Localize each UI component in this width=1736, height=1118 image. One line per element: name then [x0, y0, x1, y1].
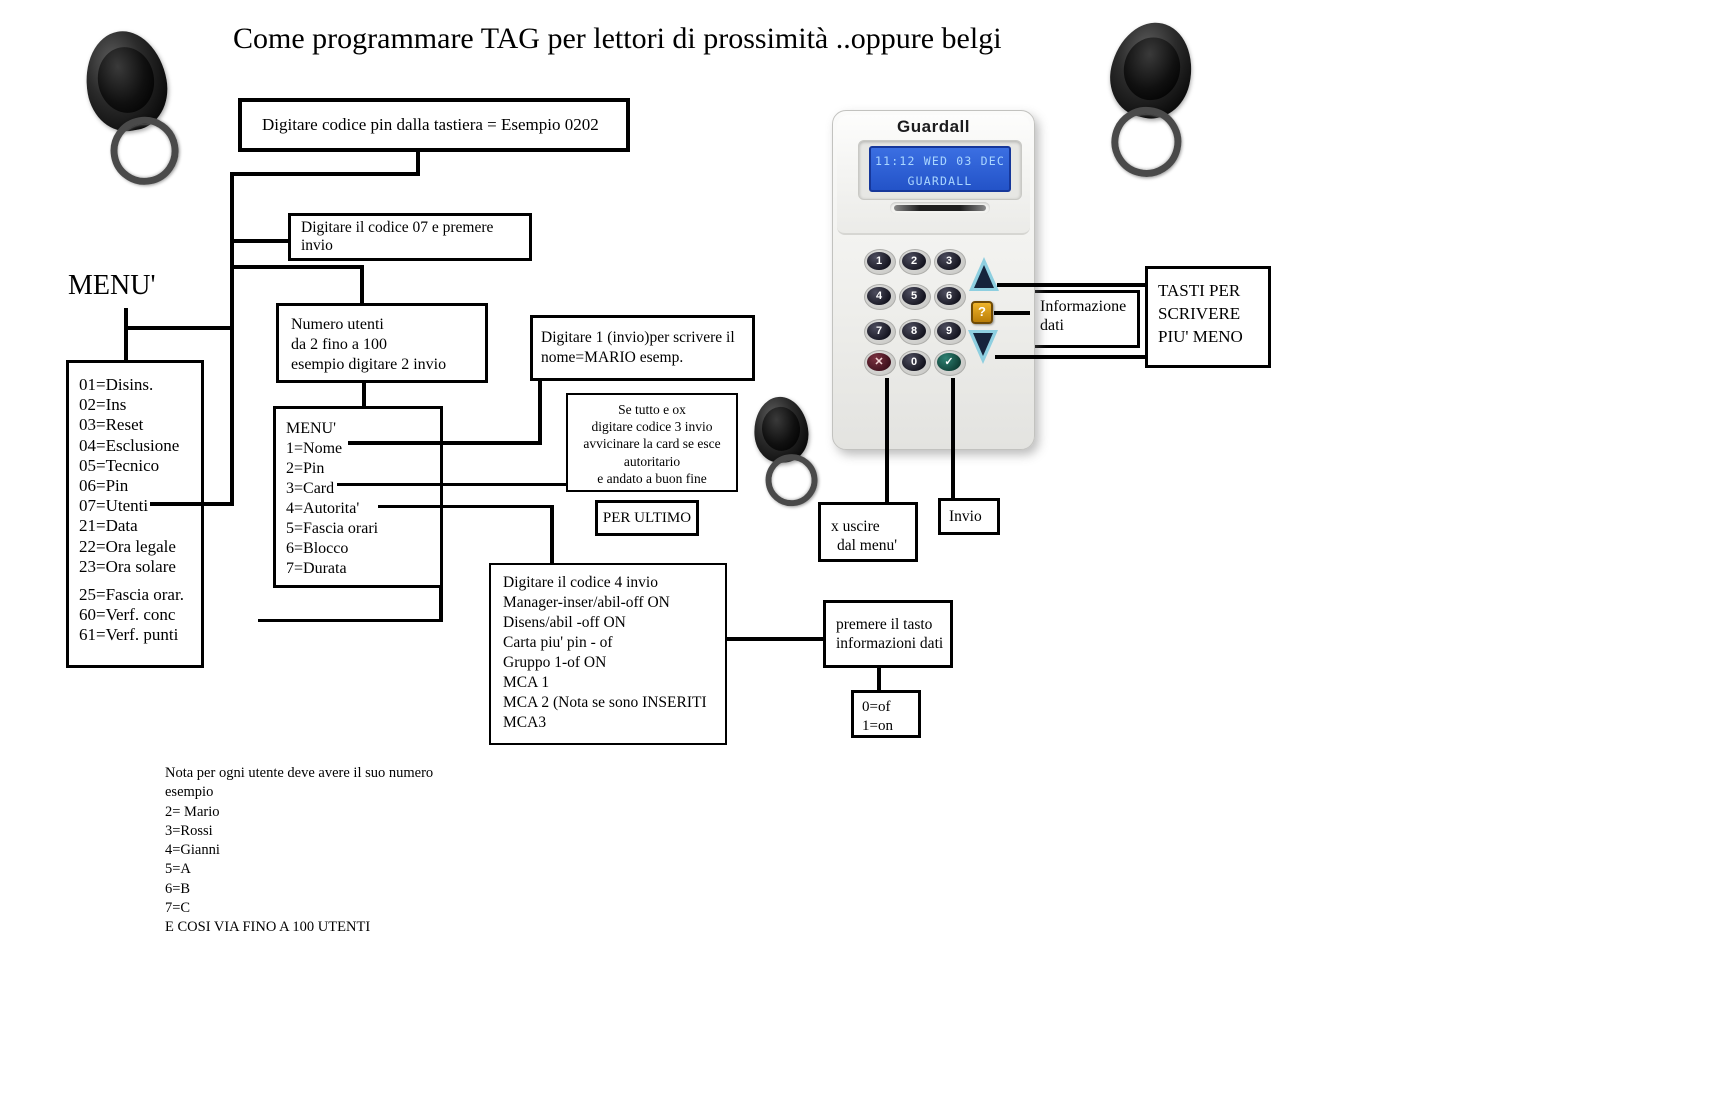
info-data-line: Informazione	[1040, 298, 1127, 315]
lcd-bezel	[858, 140, 1022, 200]
enter-label-text: Invio	[949, 507, 982, 525]
connector-line	[337, 483, 566, 486]
authority-line: MCA 1	[503, 674, 550, 691]
menu-title: MENU'	[68, 270, 156, 301]
connector-line	[951, 378, 955, 498]
user-menu-header: MENU'	[286, 420, 336, 437]
user-count-line: da 2 fino a 100	[291, 336, 387, 353]
connector-line	[150, 502, 234, 506]
card-instruction-line: e andato a buon fine	[597, 470, 707, 486]
code07-instruction-text: Digitare il codice 07 e premere invio	[301, 219, 494, 254]
authority-line: MCA 2 (Nota se sono INSERITI	[503, 694, 707, 711]
connector-line	[877, 668, 881, 690]
menu-item-25: 25=Fascia orar.	[79, 585, 184, 605]
on-off-line: 1=on	[862, 718, 893, 734]
user-menu-box	[273, 406, 443, 588]
main-menu-box	[66, 360, 204, 668]
user-count-line: esempio digitare 2 invio	[291, 356, 447, 373]
key-fob-icon	[1077, 13, 1232, 206]
user-menu-item-nome: 1=Nome	[286, 440, 343, 457]
press-info-line: premere il tasto	[836, 616, 933, 633]
connector-line	[360, 266, 364, 305]
authority-line: MCA3	[503, 714, 547, 731]
user-menu-item-durata: 7=Durata	[286, 560, 347, 577]
connector-line	[995, 355, 1145, 359]
note-line: 7=C	[165, 900, 191, 917]
key-6-button: 6	[934, 284, 966, 310]
user-menu-item-autorita: 4=Autorita'	[286, 500, 360, 517]
key-2-button: 2	[899, 249, 931, 275]
note-line: 3=Rossi	[165, 822, 213, 839]
authority-box	[489, 563, 727, 745]
connector-line	[230, 172, 420, 176]
key-3-button: 3	[934, 249, 966, 275]
user-menu-item-card: 3=Card	[286, 480, 335, 497]
on-off-legend-box	[851, 690, 921, 738]
user-count-box	[276, 303, 488, 383]
info-data-line: dati	[1040, 316, 1064, 334]
name-instruction-line: nome=MARIO esemp.	[541, 349, 684, 366]
enter-label-box	[938, 498, 1000, 535]
plus-minus-line: PIU' MENO	[1158, 327, 1243, 346]
key-1-button: 1	[864, 249, 896, 275]
key-cancel-button: ✕	[864, 350, 896, 376]
key-fob-icon	[747, 393, 836, 510]
connector-line	[997, 283, 1145, 287]
card-instruction-line: autoritario	[623, 453, 681, 469]
guardall-keypad-device	[832, 110, 1035, 450]
plus-minus-line: SCRIVERE	[1158, 304, 1241, 323]
info-question-key: ?	[971, 301, 993, 324]
authority-line: Carta piu' pin - of	[503, 634, 613, 651]
exit-menu-box	[818, 502, 918, 562]
menu-item-61: 61=Verf. punti	[79, 625, 179, 645]
exit-menu-line: dal menu'	[837, 537, 898, 554]
lcd-line2: GUARDALL	[907, 174, 973, 188]
authority-line: Digitare il codice 4 invio	[503, 574, 658, 591]
connector-line	[258, 619, 443, 622]
connector-line	[124, 308, 128, 362]
menu-item-06: 06=Pin	[79, 476, 129, 496]
authority-line: Gruppo 1-of ON	[503, 654, 607, 671]
code07-instruction-box	[288, 213, 532, 261]
plus-minus-line: TASTI PER	[1158, 281, 1241, 300]
page-title: Come programmare TAG per lettori di prossimità ..oppure belgi	[233, 22, 1002, 55]
menu-item-03: 03=Reset	[79, 415, 144, 435]
menu-item-01: 01=Disins.	[79, 375, 154, 394]
key-enter-button: ✓	[934, 350, 966, 376]
press-info-line: informazioni dati	[836, 635, 944, 652]
note-line: E COSI VIA FINO A 100 UTENTI	[165, 919, 371, 936]
authority-line: Disens/abil -off ON	[503, 614, 626, 631]
pin-instruction-box	[238, 98, 630, 152]
press-info-key-box	[823, 600, 953, 668]
menu-item-60: 60=Verf. conc	[79, 605, 176, 625]
users-note	[165, 764, 433, 938]
note-line: esempio	[165, 784, 214, 801]
keyring-icon	[1104, 100, 1188, 184]
connector-line	[727, 637, 823, 641]
connector-line	[124, 326, 234, 330]
note-line: 2= Mario	[165, 803, 220, 820]
brand-logo: Guardall	[897, 117, 970, 136]
connector-line	[885, 378, 889, 502]
menu-item-05: 05=Tecnico	[79, 455, 160, 475]
card-instruction-line: Se tutto e ox	[618, 402, 686, 417]
card-instruction-line: avvicinare la card se esce	[583, 436, 721, 452]
connector-line	[378, 505, 554, 508]
info-data-box	[1030, 290, 1140, 348]
note-line: 5=A	[165, 861, 191, 878]
name-instruction-box	[530, 315, 755, 381]
per-ultimo-box	[595, 500, 699, 536]
connector-line	[538, 381, 542, 443]
user-menu-item-blocco: 6=Blocco	[286, 540, 349, 557]
name-instruction-line: Digitare 1 (invio)per scrivere il	[541, 329, 735, 346]
per-ultimo-text: PER ULTIMO	[602, 509, 692, 526]
card-instruction-line: digitare codice 3 invio	[591, 419, 713, 435]
key-5-button: 5	[899, 284, 931, 310]
connector-line	[232, 239, 288, 243]
connector-line	[348, 441, 542, 445]
pin-instruction-text: Digitare codice pin dalla tastiera = Esempio 0202	[262, 115, 599, 134]
user-count-line: Numero utenti	[291, 316, 384, 333]
authority-line: Manager-inser/abil-off ON	[503, 594, 670, 611]
menu-item-22: 22=Ora legale	[79, 536, 176, 556]
key-0-button: 0	[899, 350, 931, 376]
menu-item-02: 02=Ins	[79, 395, 127, 415]
connector-line	[994, 311, 1030, 315]
note-line: 6=B	[165, 880, 191, 897]
key-4-button: 4	[864, 284, 896, 310]
user-menu-item-pin: 2=Pin	[286, 460, 325, 477]
speaker-slit	[890, 202, 990, 214]
connector-line	[439, 588, 443, 622]
user-menu-item-fascia: 5=Fascia orari	[286, 520, 379, 537]
card-instruction-box	[566, 393, 738, 492]
note-line: Nota per ogni utente deve avere il suo numero	[165, 765, 434, 781]
menu-item-23: 23=Ora solare	[79, 556, 176, 576]
menu-item-07: 07=Utenti	[79, 496, 149, 516]
key-8-button: 8	[899, 319, 931, 345]
connector-line	[362, 383, 366, 408]
lcd-line1: 11:12 WED 03 DEC	[875, 154, 1005, 168]
key-7-button: 7	[864, 319, 896, 345]
plus-minus-keys-box	[1145, 266, 1271, 368]
connector-line	[232, 265, 364, 269]
exit-menu-line: x uscire	[831, 518, 880, 535]
on-off-line: 0=of	[862, 699, 891, 715]
menu-item-21: 21=Data	[79, 516, 138, 536]
note-line: 4=Gianni	[165, 842, 220, 859]
connector-line	[230, 172, 234, 506]
key-fob-icon	[72, 19, 220, 207]
key-9-button: 9	[934, 319, 966, 345]
menu-item-04: 04=Esclusione	[79, 435, 180, 455]
connector-line	[550, 505, 554, 563]
lcd-display	[869, 146, 1011, 192]
